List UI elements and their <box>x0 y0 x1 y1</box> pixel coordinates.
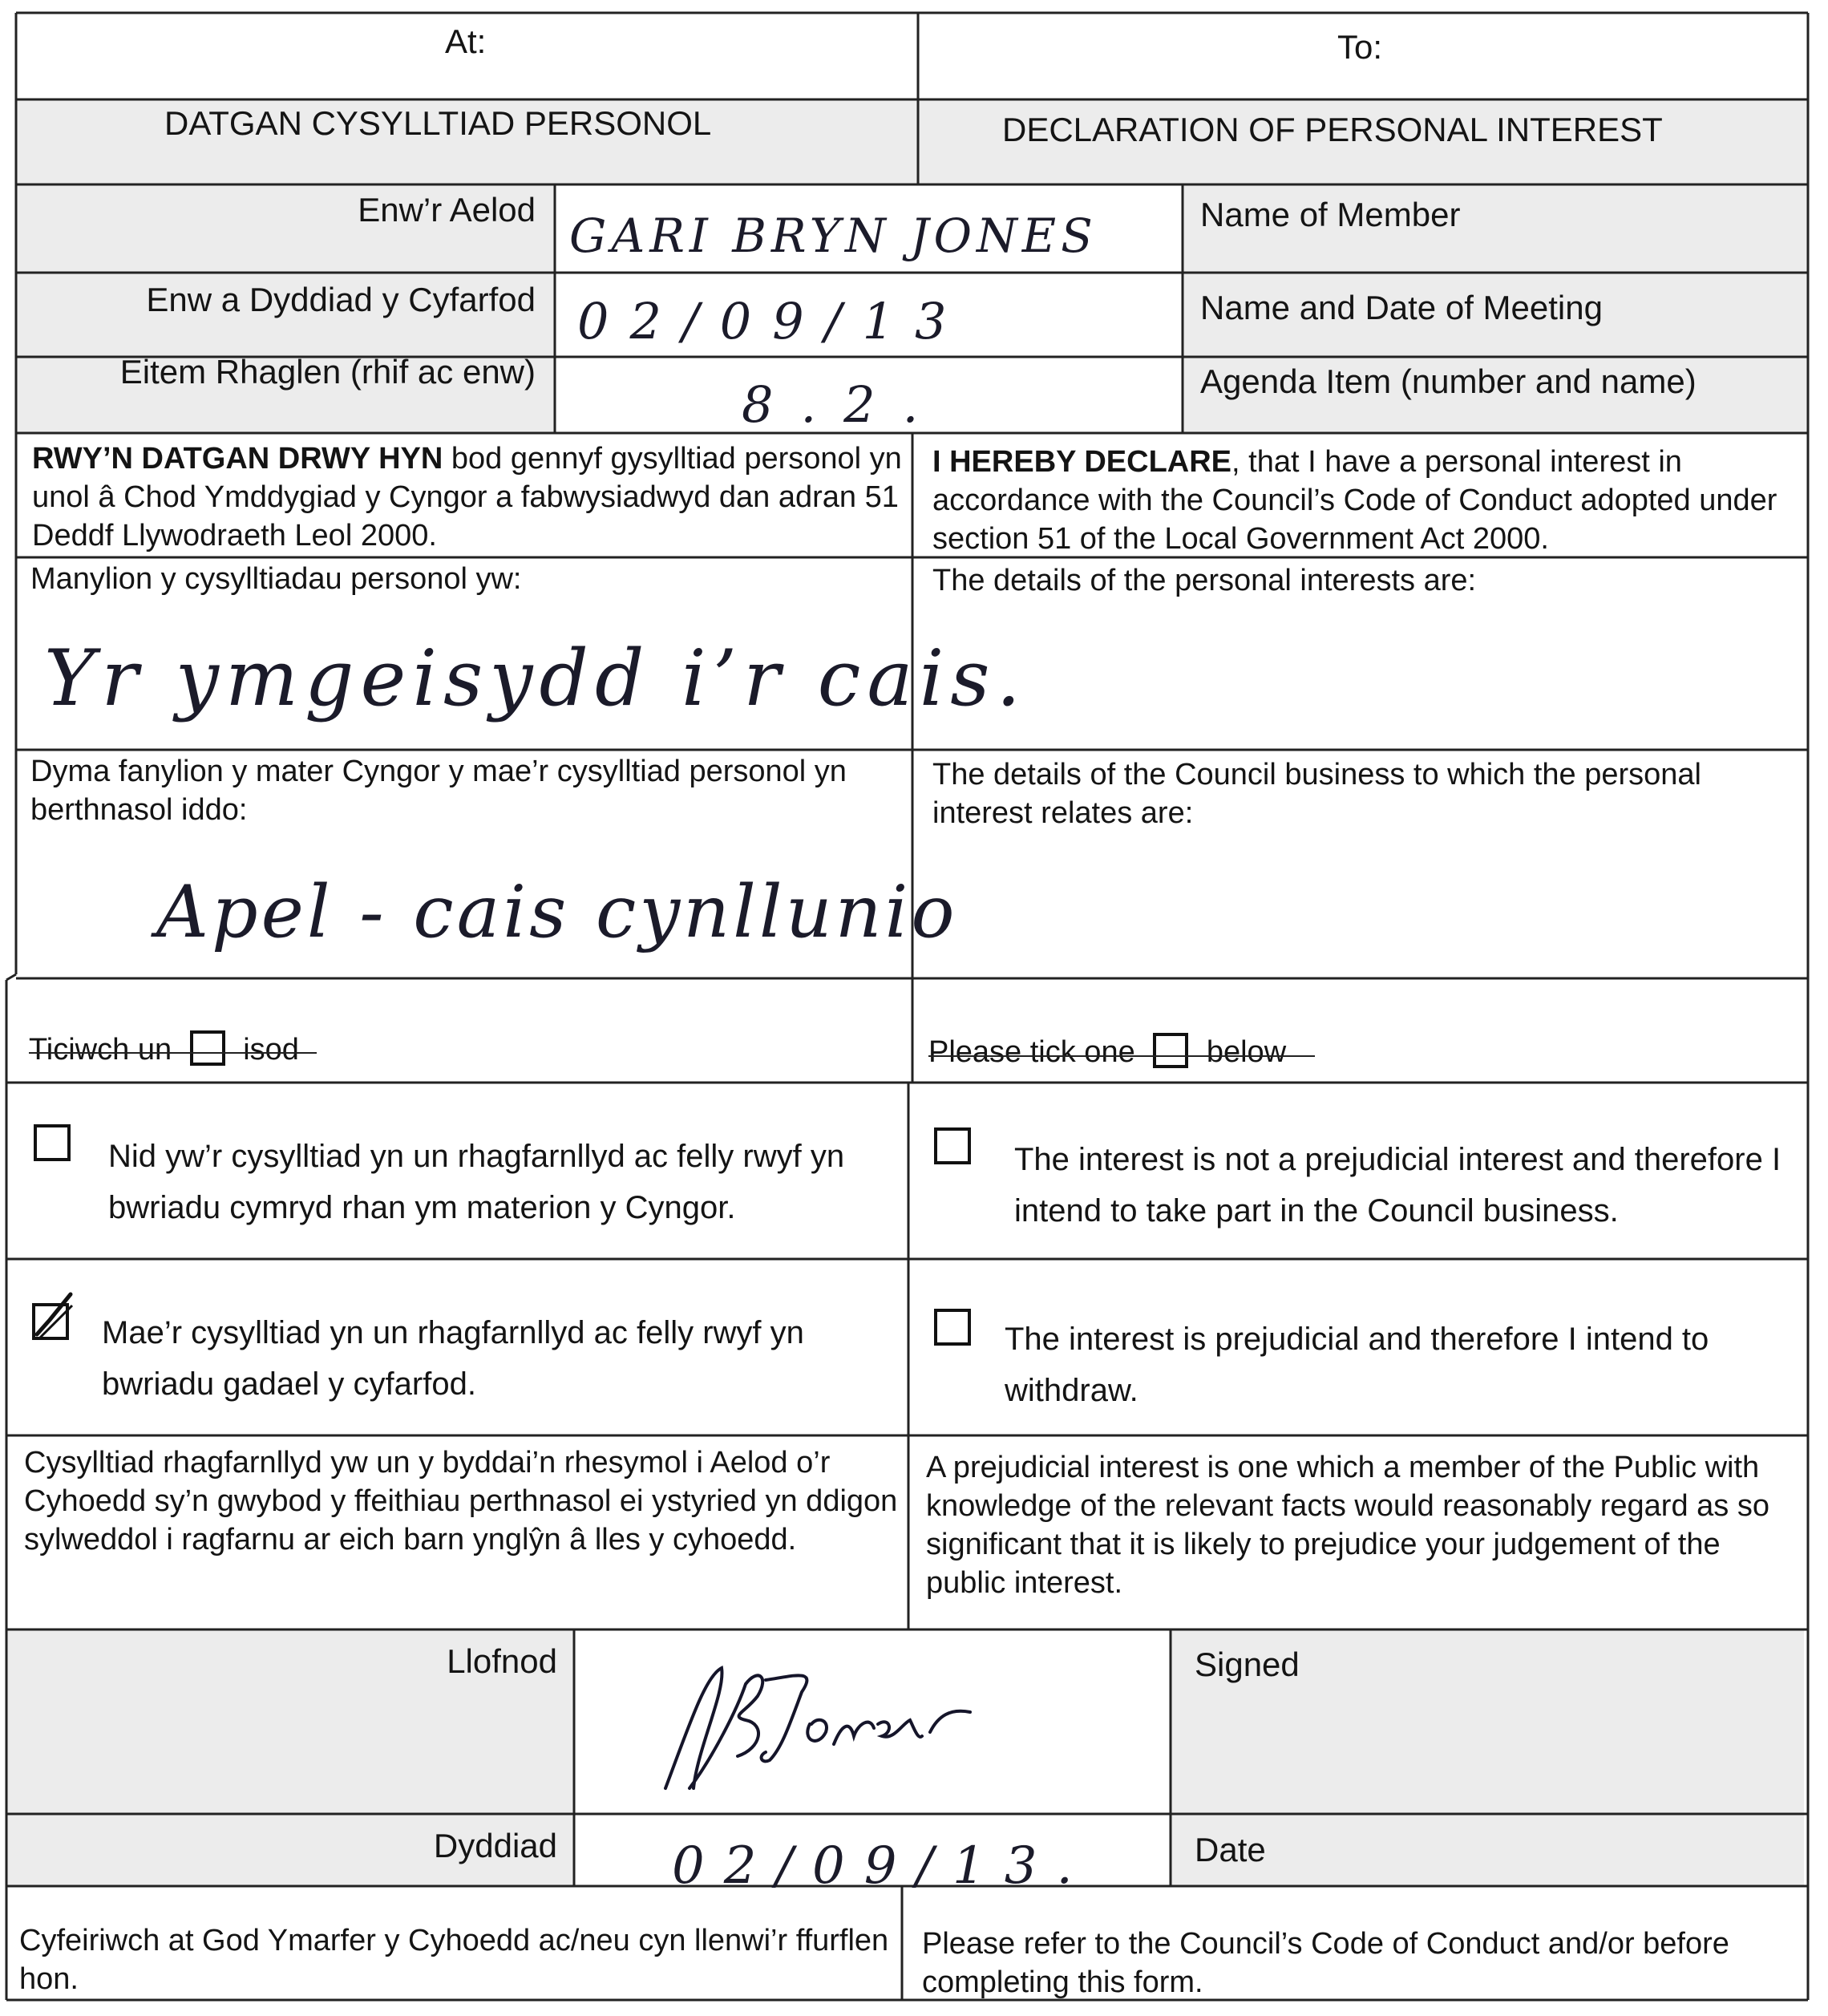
business-value-cy: Apel - cais cynllunio <box>156 870 958 954</box>
signature-label-en: Signed <box>1195 1646 1300 1683</box>
definition-cy: Cysylltiad rhagfarnllyd yw un y byddai’n rhesymol i Aelod o’r Cyhoedd sy’n gwybod y ffeithiau perthnasol ei ystyried yn ddigon sylweddol i ragfarnu ar eich barn ynglŷn â lles y cyhoedd. <box>24 1446 898 1557</box>
declaration-en-text: , that I have a personal interest in accordance with the Council’s Code of Conduct adopted under section 51 of the Local Government Act 2000. <box>932 445 1777 556</box>
tick-instruction-en-after: below <box>1206 1035 1287 1069</box>
footer-note-en: Please refer to the Council’s Code of Conduct and/or before completing this form. <box>922 1927 1729 1999</box>
date-label-en: Date <box>1195 1831 1266 1868</box>
title-welsh: DATGAN CYSYLLTIAD PERSONOL <box>164 104 712 142</box>
details-label-en: The details of the personal interests are: <box>932 564 1477 597</box>
agenda-label-en: Agenda Item (number and name) <box>1200 362 1697 400</box>
date-label-cy: Dyddiad <box>433 1827 557 1864</box>
to-label: To: <box>1337 28 1383 66</box>
at-label: At: <box>445 22 487 60</box>
footer-note-cy: Cyfeiriwch at God Ymarfer y Cyhoedd ac/neu cyn llenwi’r ffurflen hon. <box>19 1924 889 1996</box>
signature-label-cy: Llofnod <box>447 1642 557 1680</box>
tick-instruction-cy-after: isod <box>243 1033 299 1067</box>
option-prejudicial-cy: Mae’r cysylltiad yn un rhagfarnllyd ac felly rwyf yn bwriadu gadael y cyfarfod. <box>102 1315 804 1402</box>
option-not-prejudicial-en: The interest is not a prejudicial interest and therefore I intend to take part in the Council business. <box>1014 1142 1781 1229</box>
declaration-en-bold: I HEREBY DECLARE <box>932 445 1232 479</box>
business-label-cy: Dyma fanylion y mater Cyngor y mae’r cysylltiad personol yn berthnasol iddo: <box>30 755 847 827</box>
agenda-label-cy: Eitem Rhaglen (rhif ac enw) <box>119 353 536 391</box>
title-english: DECLARATION OF PERSONAL INTEREST <box>1002 111 1663 148</box>
tick-instruction-en-before: Please tick one <box>928 1035 1135 1069</box>
option-not-prejudicial-cy: Nid yw’r cysylltiad yn un rhagfarnllyd ac felly rwyf yn bwriadu cymryd rhan ym materion y Cyngor. <box>108 1139 845 1225</box>
business-label-en: The details of the Council business to which the personal interest relates are: <box>932 758 1701 830</box>
meeting-date-value: 02/09/13 <box>577 292 968 350</box>
member-name-value: GARI BRYN JONES <box>569 208 1098 263</box>
member-name-label-cy: Enw’r Aelod <box>358 191 536 229</box>
definition-en: A prejudicial interest is one which a member of the Public with knowledge of the relevant facts would reasonably regard as so significant that it is likely to prejudice your judgement of the public interest. <box>926 1451 1769 1600</box>
tick-instruction-cy-before: Ticiwch un <box>29 1033 172 1067</box>
details-value-cy: Yr ymgeisydd i’r cais. <box>44 634 1028 723</box>
meeting-label-en: Name and Date of Meeting <box>1200 289 1603 326</box>
member-name-label-en: Name of Member <box>1200 196 1461 233</box>
agenda-item-value: 8.2. <box>742 375 946 434</box>
signature-date-value: 02/09/13. <box>672 1836 1092 1896</box>
declaration-cy-text: bod gennyf gysylltiad personol yn unol â Chod Ymddygiad y Cyngor a fabwysiadwyd dan adran 51 Deddf Llywodraeth Leol 2000. <box>32 442 902 553</box>
meeting-label-cy: Enw a Dyddiad y Cyfarfod <box>146 281 536 318</box>
details-label-cy: Manylion y cysylltiadau personol yw: <box>30 562 522 596</box>
declaration-cy-bold: RWY’N DATGAN DRWY HYN <box>32 442 443 476</box>
option-prejudicial-en: The interest is prejudicial and therefore I intend to withdraw. <box>1005 1322 1709 1408</box>
